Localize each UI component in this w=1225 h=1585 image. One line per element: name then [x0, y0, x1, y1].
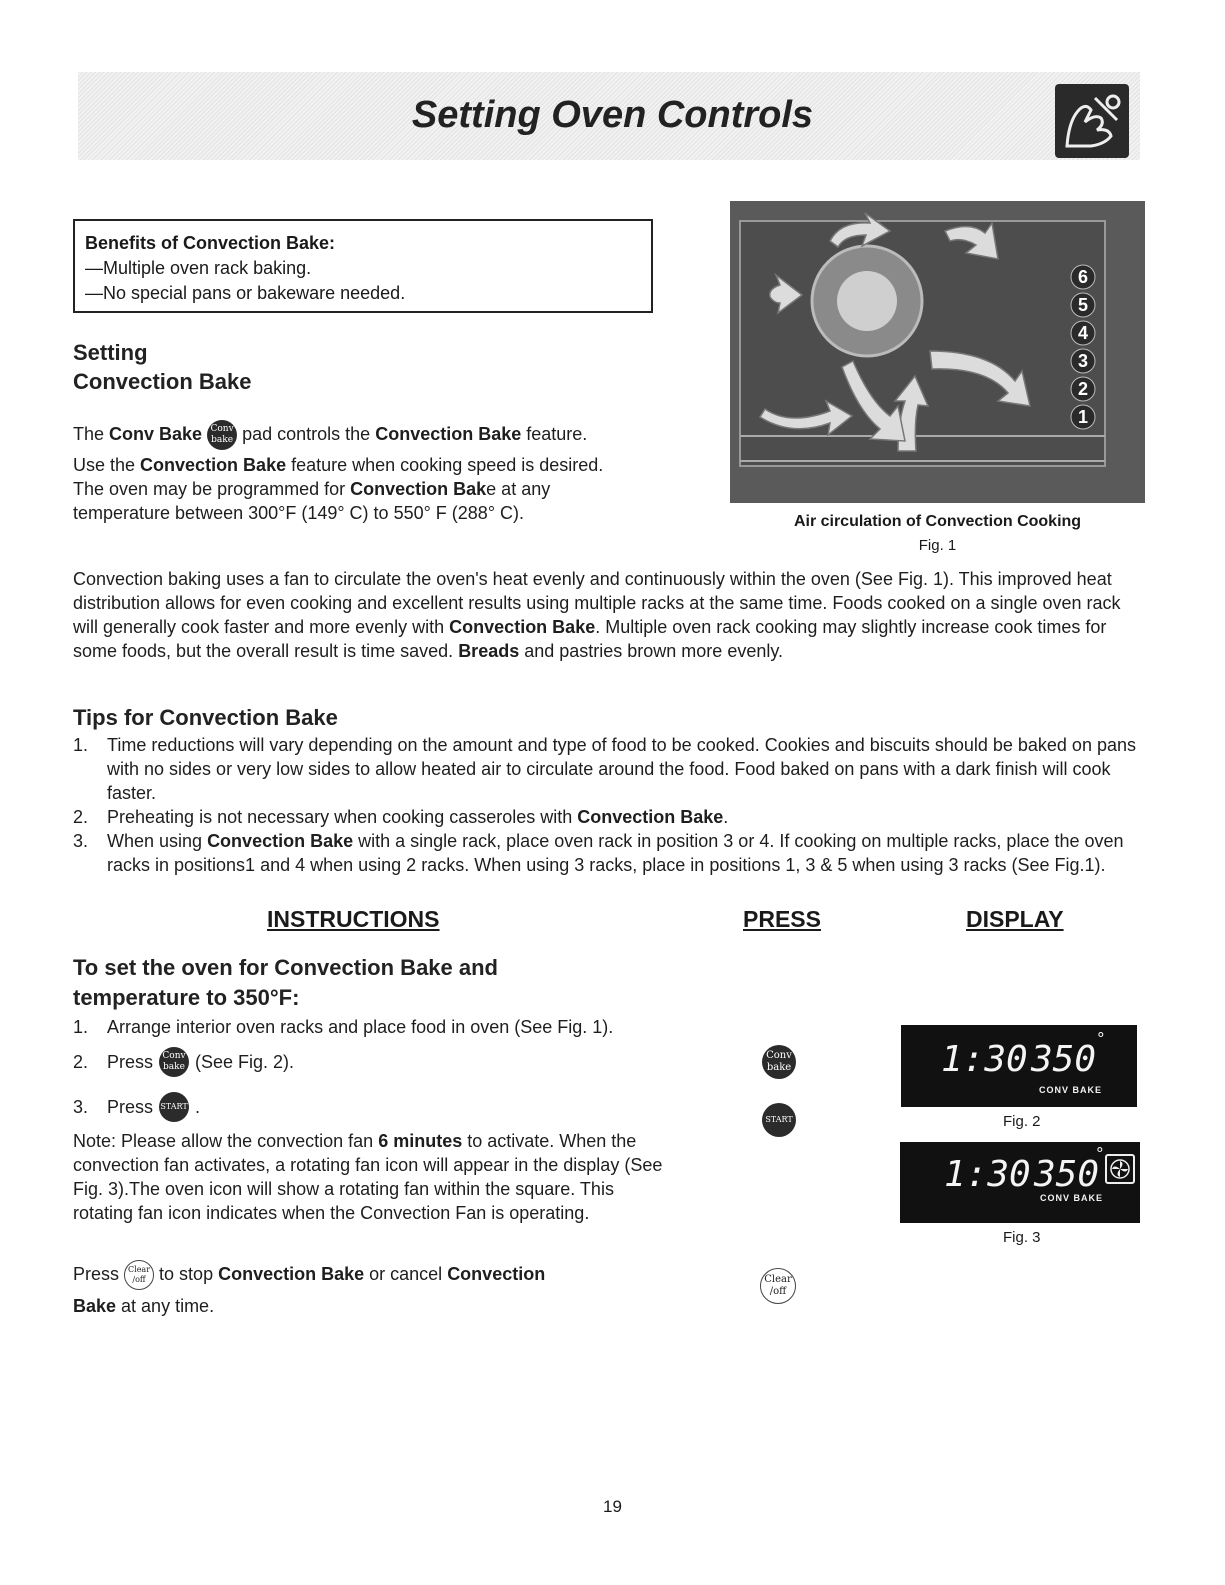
list-number: 3.: [73, 831, 89, 851]
column-header-display: DISPLAY: [966, 906, 1064, 932]
column-header-press: PRESS: [743, 906, 821, 932]
convection-fan-icon: [1105, 1154, 1135, 1184]
page-title: Setting Oven Controls: [411, 94, 814, 136]
text: with a single rack, place oven rack in position 3 or 4. If cooking on multiple racks, place the oven racks in positions1 and 4 when using 2 racks. When using 3 racks, place in positions 1, 3 & 5 when using 3 racks (See Fig.1).: [107, 831, 1124, 875]
display-time: 1:30: [941, 1039, 1028, 1080]
list-number: 1.: [73, 735, 89, 755]
text: Convection Bake: [449, 617, 596, 637]
heading-line: To set the oven for Convection Bake and: [73, 955, 498, 980]
conv-bake-intro: [73, 420, 693, 450]
conv-bake-pad-icon: [207, 420, 237, 450]
figure-caption: Air circulation of Convection Cooking: [793, 513, 1082, 530]
text: Convection Bake: [218, 1264, 365, 1284]
text: . Multiple oven rack cooking may slightly increase cook times for some foods, but the overall result is time saved.: [73, 617, 1107, 661]
text: at any time.: [116, 1296, 215, 1317]
pad-label: bake: [163, 1062, 185, 1072]
procedure-step: [73, 1047, 673, 1077]
text: The oven may be programmed for: [73, 479, 351, 499]
text: Convection Bake: [577, 807, 724, 827]
display-degree: °: [1096, 1029, 1106, 1048]
list-number: 3.: [73, 1097, 89, 1117]
text: When using: [107, 831, 208, 851]
text: to activate. When the convection fan activates, a rotating fan icon will appear in the display (See Fig. 3).The oven icon will show a rotating fan within the square. This rotating fan icon indicates when the Convection Fan is operating.: [73, 1131, 663, 1223]
text: Convection Bak: [350, 479, 487, 499]
text: Preheating is not necessary when cooking casseroles with: [107, 807, 578, 827]
text: temperature between 300°F (149° C) to 550° F (288° C).: [73, 503, 525, 523]
text: e at any: [486, 479, 551, 499]
procedure-step: [73, 1092, 673, 1122]
pad-label: Clear: [764, 1274, 792, 1285]
text: Note: Please allow the convection fan: [73, 1131, 379, 1151]
tips-item: [73, 829, 1148, 877]
pad-label: /off: [769, 1286, 787, 1297]
text: Use the: [73, 455, 141, 475]
text: .: [723, 807, 729, 827]
list-number: 2.: [73, 807, 89, 827]
text: Convection Bake: [375, 423, 522, 444]
heading-line: Setting: [73, 340, 148, 365]
tips-item: [73, 733, 1148, 805]
heading-line: Convection Bake: [73, 369, 252, 394]
hand-pressing-pad-icon: [1055, 84, 1129, 158]
text: and pastries brown more evenly.: [519, 641, 784, 661]
text: Convection Bake: [140, 455, 287, 475]
figure-label: Fig. 2: [1003, 1113, 1041, 1130]
display-temperature: 350: [1031, 1039, 1097, 1080]
tips-heading: Tips for Convection Bake: [73, 705, 338, 730]
text: or cancel: [364, 1264, 448, 1284]
text: .: [195, 1097, 201, 1117]
pad-label: /off: [132, 1275, 146, 1285]
rack-position-label: 1: [1077, 407, 1089, 427]
clear-off-pad-button[interactable]: [760, 1268, 796, 1304]
text: Convection baking uses a fan to circulate the oven's heat evenly and continuously within the oven (See Fig. 1). This improved heat distribution allows for even cooking and excellent results using multiple racks at the same time. Foods cooked on a single oven rack will generally cook faster and more evenly with: [73, 569, 1121, 637]
start-pad-button[interactable]: START: [762, 1103, 796, 1137]
display-degree: °: [1095, 1144, 1105, 1163]
pad-label: bake: [211, 435, 234, 445]
section-heading-setting: [73, 338, 252, 396]
convection-explanation: [73, 567, 1148, 663]
text: Conv Bake: [109, 423, 203, 444]
rack-position-label: 5: [1077, 295, 1089, 315]
display-mode: CONV BAKE: [1039, 1085, 1103, 1095]
rack-position-label: 2: [1077, 379, 1089, 399]
conv-bake-description: [73, 453, 693, 525]
clear-off-pad-icon: [124, 1260, 154, 1290]
benefits-item: —Multiple oven rack baking.: [85, 258, 312, 278]
text: Convection: [447, 1264, 546, 1284]
tips-item: [73, 805, 1148, 829]
pad-label: Conv: [162, 1051, 186, 1061]
text: pad controls the: [242, 423, 376, 444]
benefits-item: —No special pans or bakeware needed.: [85, 283, 406, 303]
figure-label: Fig. 1: [918, 537, 957, 554]
figure-label: Fig. 3: [1003, 1229, 1041, 1246]
text: 6 minutes: [378, 1131, 463, 1151]
text: Press: [107, 1097, 154, 1117]
display-temperature: 350: [1034, 1154, 1100, 1195]
pad-label: bake: [766, 1062, 792, 1073]
conv-bake-pad-icon: [159, 1047, 189, 1077]
text: Arrange interior oven racks and place food in oven (See Fig. 1).: [107, 1017, 614, 1037]
pad-label: Conv: [766, 1050, 792, 1061]
text: Convection Bake: [207, 831, 354, 851]
heading-line: temperature to 350°F:: [73, 985, 300, 1010]
oven-display-fig3: [900, 1142, 1140, 1223]
text: Time reductions will vary depending on the amount and type of food to be cooked. Cookies and biscuits should be baked on pans with no sides or very low sides to allow heated air to circulate around the food. Food baked on pans with a dark finish will cook faster.: [107, 735, 1136, 803]
text: to stop: [159, 1264, 219, 1284]
procedure-step: [73, 1015, 673, 1039]
display-time: 1:30: [944, 1154, 1031, 1195]
convection-fan-note: [73, 1129, 663, 1225]
page-number: 19: [603, 1497, 622, 1516]
oven-airflow-figure: [730, 201, 1145, 503]
text: Press: [107, 1052, 154, 1072]
benefits-box: [73, 219, 653, 313]
column-header-instructions: INSTRUCTIONS: [267, 906, 440, 932]
conv-bake-pad-button[interactable]: [762, 1045, 796, 1079]
procedure-heading: [73, 953, 498, 1013]
pad-label: Conv: [210, 424, 234, 434]
tips-list: [73, 733, 1148, 877]
text: Breads: [458, 641, 520, 661]
pad-label: Clear: [128, 1265, 151, 1275]
text: Press: [73, 1264, 120, 1284]
text: Bake: [73, 1296, 117, 1317]
text: (See Fig. 2).: [195, 1052, 295, 1072]
rack-position-label: 4: [1077, 323, 1089, 343]
benefits-title: Benefits of Convection Bake:: [85, 233, 336, 253]
list-number: 2.: [73, 1052, 89, 1072]
display-mode: CONV BAKE: [1040, 1193, 1104, 1203]
text: feature.: [521, 423, 588, 444]
rack-position-label: 6: [1077, 267, 1089, 287]
text: feature when cooking speed is desired.: [286, 455, 604, 475]
cancel-instruction: [73, 1258, 653, 1322]
start-pad-icon: START: [159, 1092, 189, 1122]
oven-display-fig2: [901, 1025, 1137, 1107]
rack-position-label: 3: [1077, 351, 1089, 371]
list-number: 1.: [73, 1017, 89, 1037]
text: The: [73, 423, 110, 444]
